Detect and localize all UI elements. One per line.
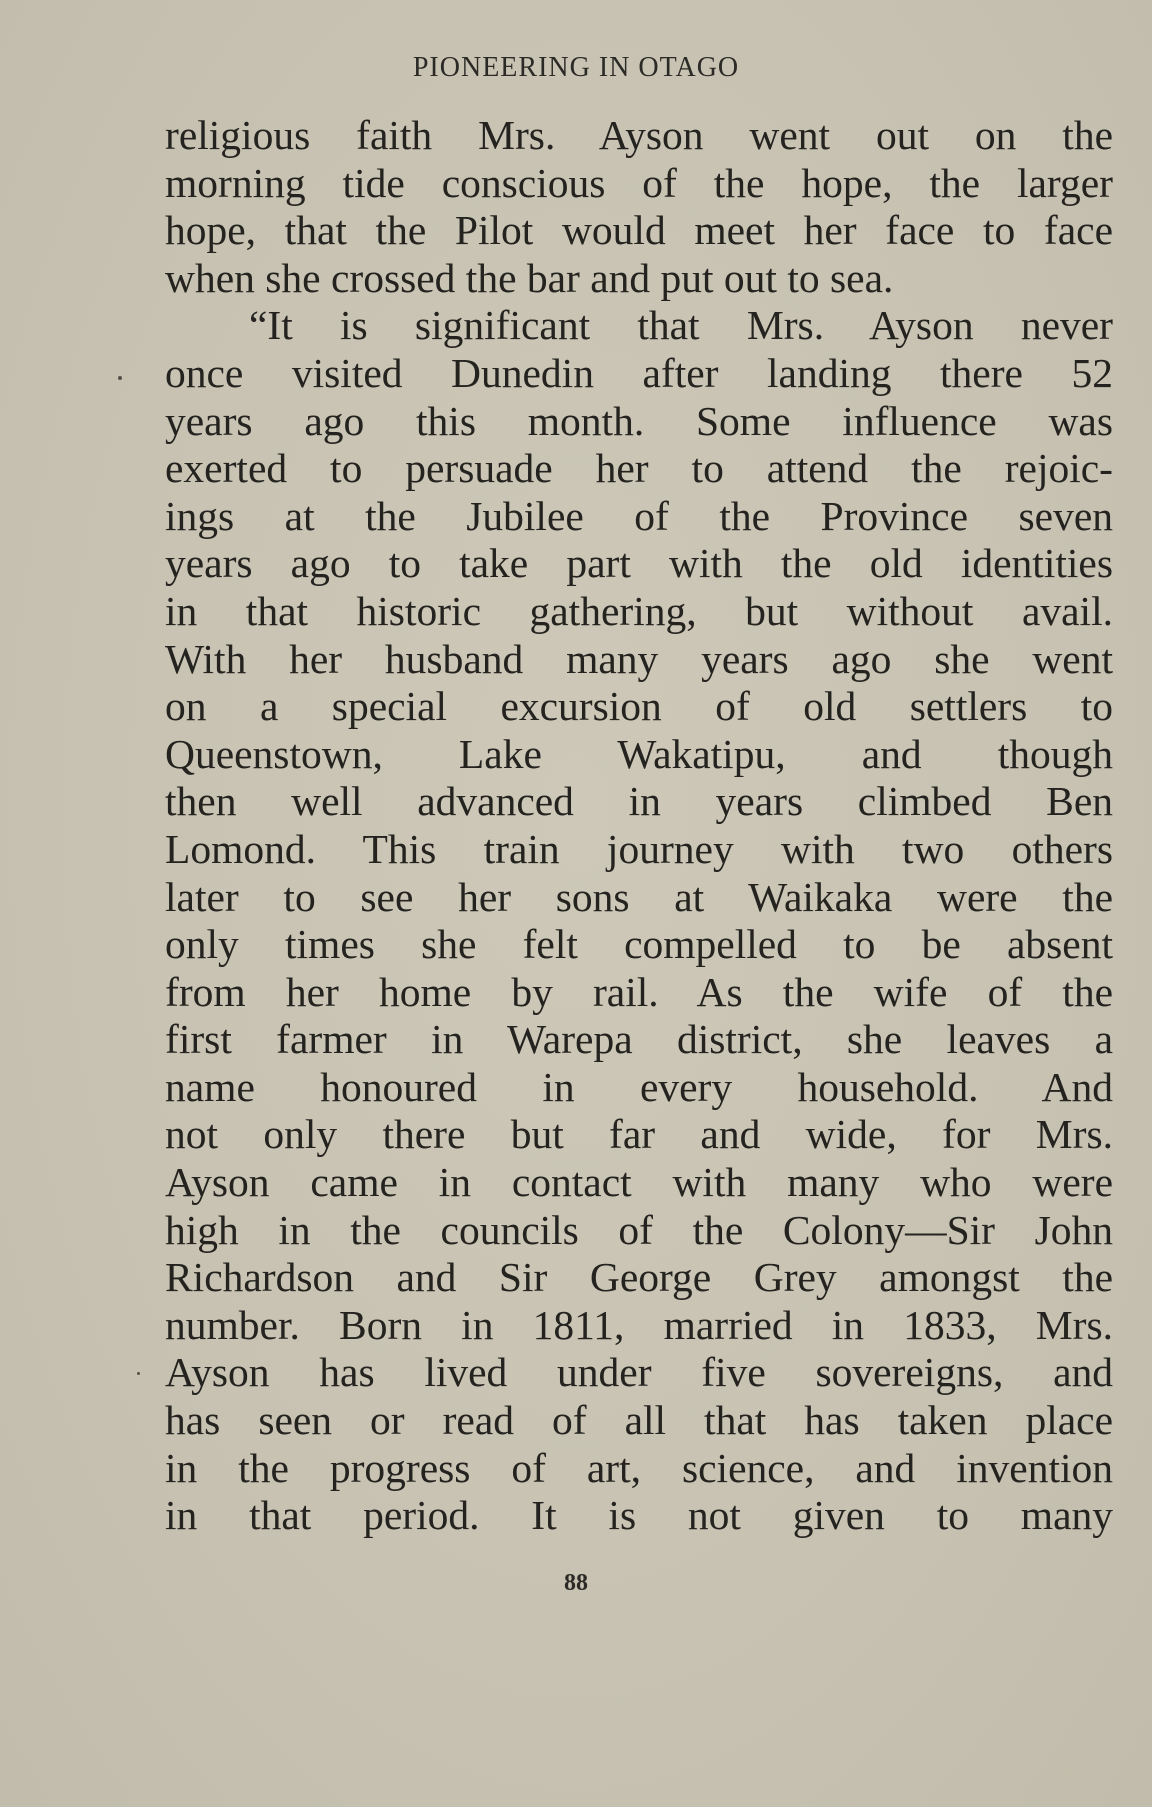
text-line: Ayson has lived under five sovereigns, and [165,1349,1113,1396]
text-line: “It is significant that Mrs. Ayson never [249,302,1113,349]
ink-speck [137,1372,140,1375]
text-line: Lomond. This train journey with two others [165,825,1113,872]
text-line: years ago to take part with the old identities [165,540,1113,587]
text-line: With her husband many years ago she went [165,635,1113,682]
text-line: hope, that the Pilot would meet her face to face [165,207,1113,254]
text-line: ings at the Jubilee of the Province seven [165,492,1113,539]
text-line: in the progress of art, science, and invention [165,1444,1113,1491]
text-line: later to see her sons at Waikaka were the [165,873,1113,920]
text-line: name honoured in every household. And [165,1063,1113,1110]
text-line: once visited Dunedin after landing there 52 [165,349,1113,396]
text-line: Ayson came in contact with many who were [165,1159,1113,1206]
text-line: high in the councils of the Colony—Sir John [165,1206,1113,1253]
text-line: number. Born in 1811, married in 1833, Mrs. [165,1301,1113,1348]
text-line: on a special excursion of old settlers to [165,683,1113,730]
text-line: morning tide conscious of the hope, the larger [165,159,1113,206]
body-text [165,112,1113,1540]
text-line: exerted to persuade her to attend the rejoic- [165,445,1113,492]
text-line: in that historic gathering, but without avail. [165,587,1113,634]
text-line: first farmer in Warepa district, she leaves a [165,1016,1113,1063]
running-head: PIONEERING IN OTAGO [412,52,740,83]
text-line: not only there but far and wide, for Mrs. [165,1111,1113,1158]
text-line: has seen or read of all that has taken place [165,1397,1113,1444]
text-line: Richardson and Sir George Grey amongst the [165,1254,1113,1301]
text-line: then well advanced in years climbed Ben [165,778,1113,825]
text-line: years ago this month. Some influence was [165,397,1113,444]
text-line: Queenstown, Lake Wakatipu, and though [165,730,1113,777]
text-line: from her home by rail. As the wife of the [165,968,1113,1015]
text-line: in that period. It is not given to many [165,1492,1113,1539]
text-line: only times she felt compelled to be absent [165,921,1113,968]
text-line: religious faith Mrs. Ayson went out on the [165,112,1113,158]
ink-speck [118,376,122,380]
text-line: when she crossed the bar and put out to sea. [165,254,894,301]
page-number: 88 [564,1570,588,1596]
